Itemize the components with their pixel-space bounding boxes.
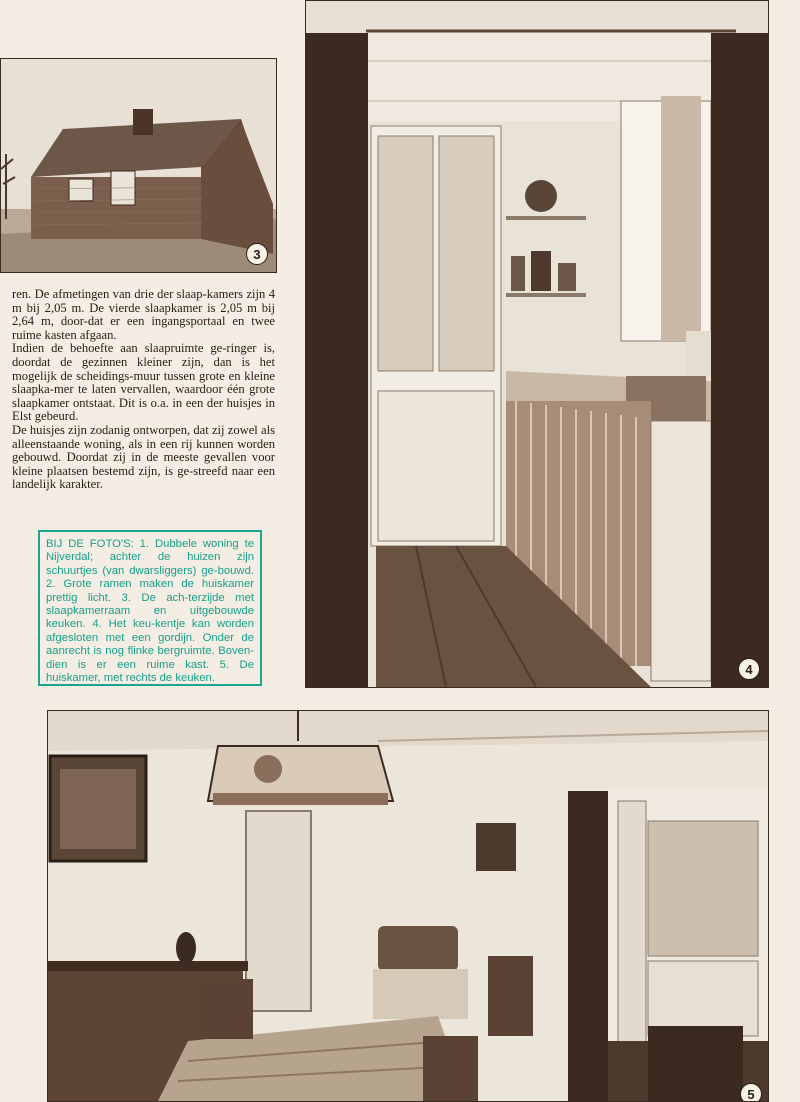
caption-text: BIJ DE FOTO'S: 1. Dubbele woning te Nijverdal; achter de huizen zijn schuurtjes (van dwarsliggers) ge-bouwd. 2. Grote ramen maken de huiskamer prettig licht. 3. De ach-terzijde met slaapkamerraam en uitgebouwde keuken. 4. Het keu-kentje kan worden afgesloten met een gordijn. Onder de aanrecht is nog flinke bergruimte. Boven-dien is er een ruime kast. 5. De huiskamer, met rechts de keuken. [46,538,254,685]
living-room-image [48,711,768,1101]
kitchen-photo [305,0,769,688]
photo-number-badge: 4 [738,658,760,680]
photo-number-badge: 3 [246,243,268,265]
house-exterior-image [1,59,276,272]
photo-number-badge: 5 [740,1083,762,1102]
article-body [12,288,275,492]
photo-caption-box [38,530,262,686]
article-paragraph: De huisjes zijn zodanig ontworpen, dat zij zowel als alleenstaande woning, als in een rij kunnen worden gebouwd. Doordat zij in de meeste gevallen voor kleine plaatsen bestemd zijn, is ge-streefd naar een landelijk karakter. [12,422,275,492]
living-room-photo [47,710,769,1102]
house-exterior-photo [0,58,277,273]
article-paragraph: Indien de behoefte aan slaapruimte ge-ringer is, doordat de gezinnen kleiner zijn, dan is het mogelijk de scheidings-muur tussen grote en kleine slaapka-mer te laten vervallen, waardoor één grote slaapkamer ontstaat. Dit is o.a. in een der huisjes in Elst gebeurd. [12,341,275,424]
kitchen-image [306,1,768,687]
article-paragraph: ren. De afmetingen van drie der slaap-kamers zijn 4 m bij 2,05 m. De vierde slaapkamer is 2,05 m bij 2,64 m, door-dat er een ingangsportaal en twee ruime kasten afgaan. [12,287,275,342]
